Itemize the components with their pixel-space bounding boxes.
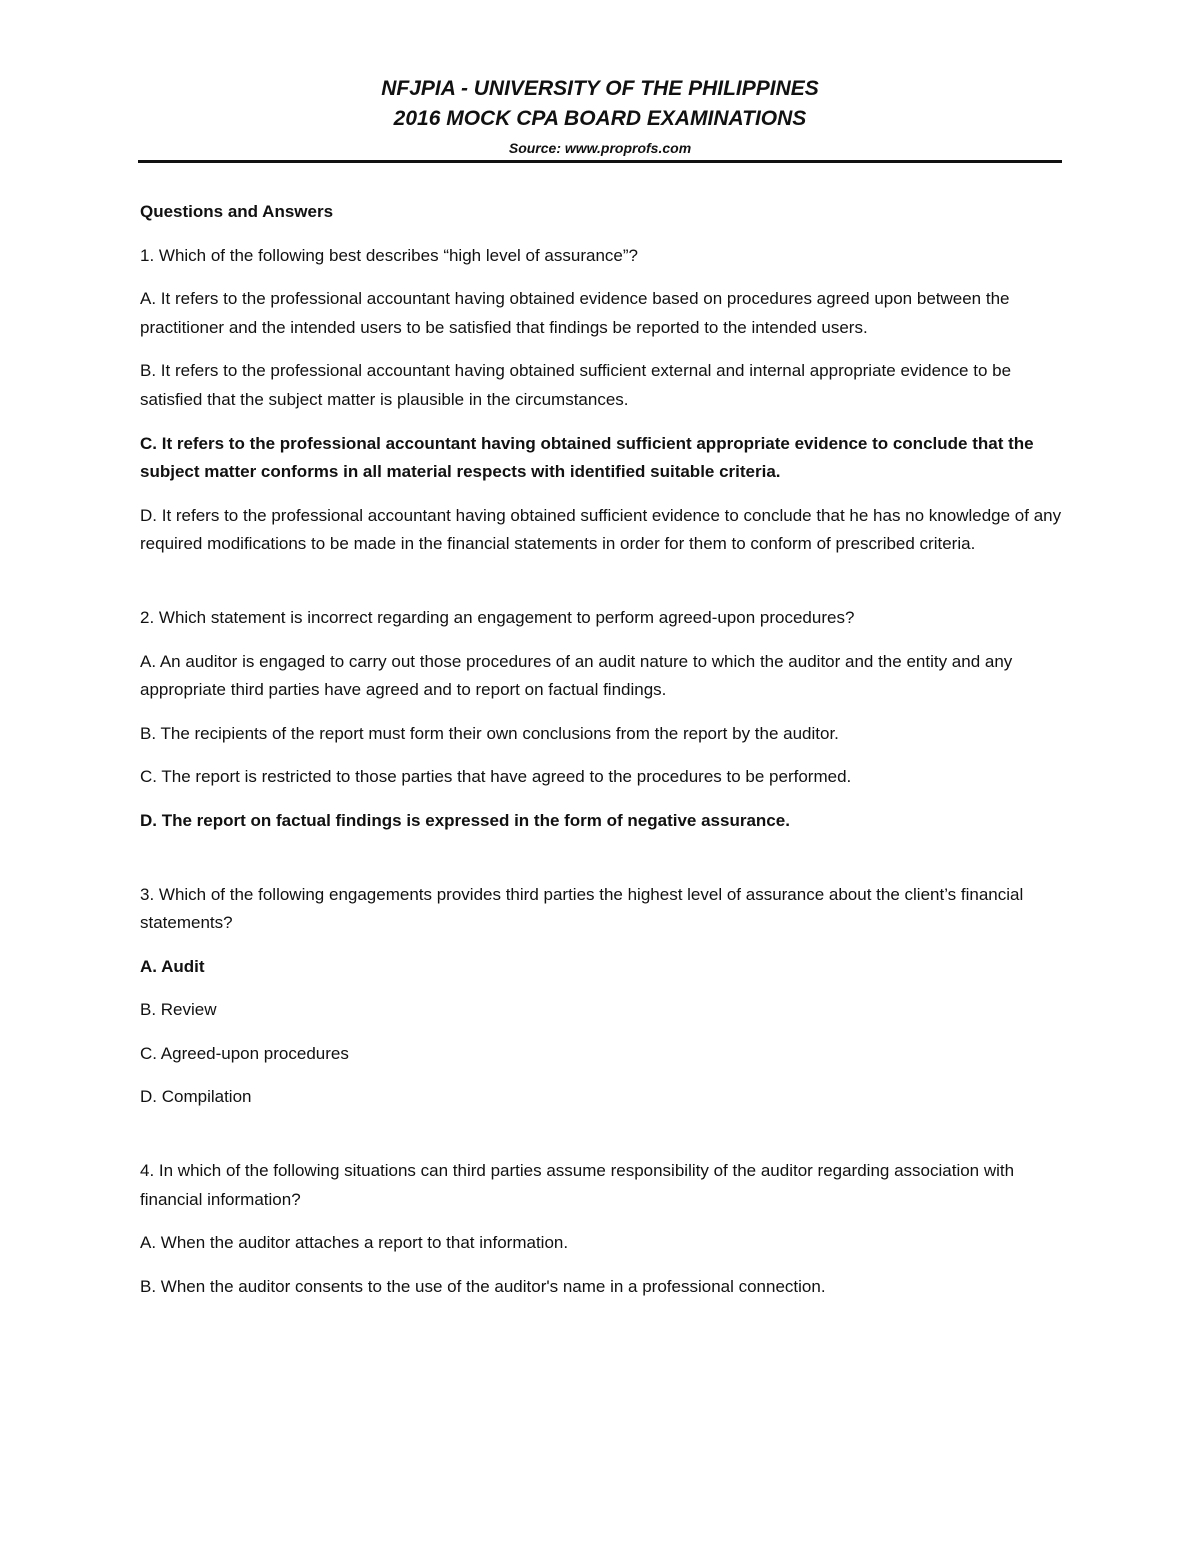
header-source: Source: www.proprofs.com [508, 140, 692, 156]
question-block-4 [140, 1157, 1065, 1301]
correct-answer-option: D. The report on factual findings is expressed in the form of negative assurance. [140, 810, 790, 830]
answer-option: B. When the auditor consents to the use of the auditor's name in a professional connection. [140, 1276, 826, 1296]
document-body [140, 198, 1065, 1316]
question-text: 4. In which of the following situations can third parties assume responsibility of the auditor regarding association with financial information? [140, 1161, 1015, 1209]
question-text: 2. Which statement is incorrect regarding an engagement to perform agreed-upon procedures? [140, 607, 855, 627]
answer-option: B. It refers to the professional accountant having obtained sufficient external and internal appropriate evidence to be satisfied that the subject matter is plausible in the circumstances. [140, 361, 1012, 409]
section-heading: Questions and Answers [140, 202, 334, 221]
answer-option: B. Review [140, 1000, 217, 1020]
question-block-1 [140, 242, 1065, 559]
question-text: 3. Which of the following engagements provides third parties the highest level of assurance about the client’s financial statements? [140, 884, 1024, 933]
answer-option: D. It refers to the professional accountant having obtained sufficient evidence to conclude that he has no knowledge of any required modifications to be made in the financial statements in order for them to conform of prescribed criteria. [140, 505, 1062, 554]
answer-option: C. Agreed-upon procedures [140, 1043, 349, 1063]
answer-option: A. It refers to the professional accountant having obtained evidence based on procedures agreed upon between the practitioner and the intended users to be satisfied that findings be reported to the intended users. [140, 289, 1010, 337]
correct-answer-option: C. It refers to the professional accountant having obtained sufficient appropriate evidence to conclude that the subject matter conforms in all material respects with identified suitable criteria. [140, 433, 1034, 482]
header-divider [138, 160, 1062, 163]
document-header [138, 74, 1062, 158]
header-title-line-2: 2016 MOCK CPA BOARD EXAMINATIONS [393, 107, 807, 130]
answer-option: B. The recipients of the report must form their own conclusions from the report by the auditor. [140, 723, 839, 743]
question-block-2 [140, 604, 1065, 836]
answer-option: D. Compilation [140, 1087, 252, 1107]
question-text: 1. Which of the following best describes “high level of assurance”? [140, 245, 638, 265]
correct-answer-option: A. Audit [140, 956, 205, 976]
answer-option: A. An auditor is engaged to carry out those procedures of an audit nature to which the auditor and the entity and any appropriate third parties have agreed and to report on factual findings. [140, 651, 1013, 700]
question-block-3 [140, 881, 1065, 1113]
header-title-line-1: NFJPIA - UNIVERSITY OF THE PHILIPPINES [381, 77, 819, 100]
answer-option: A. When the auditor attaches a report to that information. [140, 1233, 569, 1253]
answer-option: C. The report is restricted to those parties that have agreed to the procedures to be performed. [140, 767, 852, 787]
